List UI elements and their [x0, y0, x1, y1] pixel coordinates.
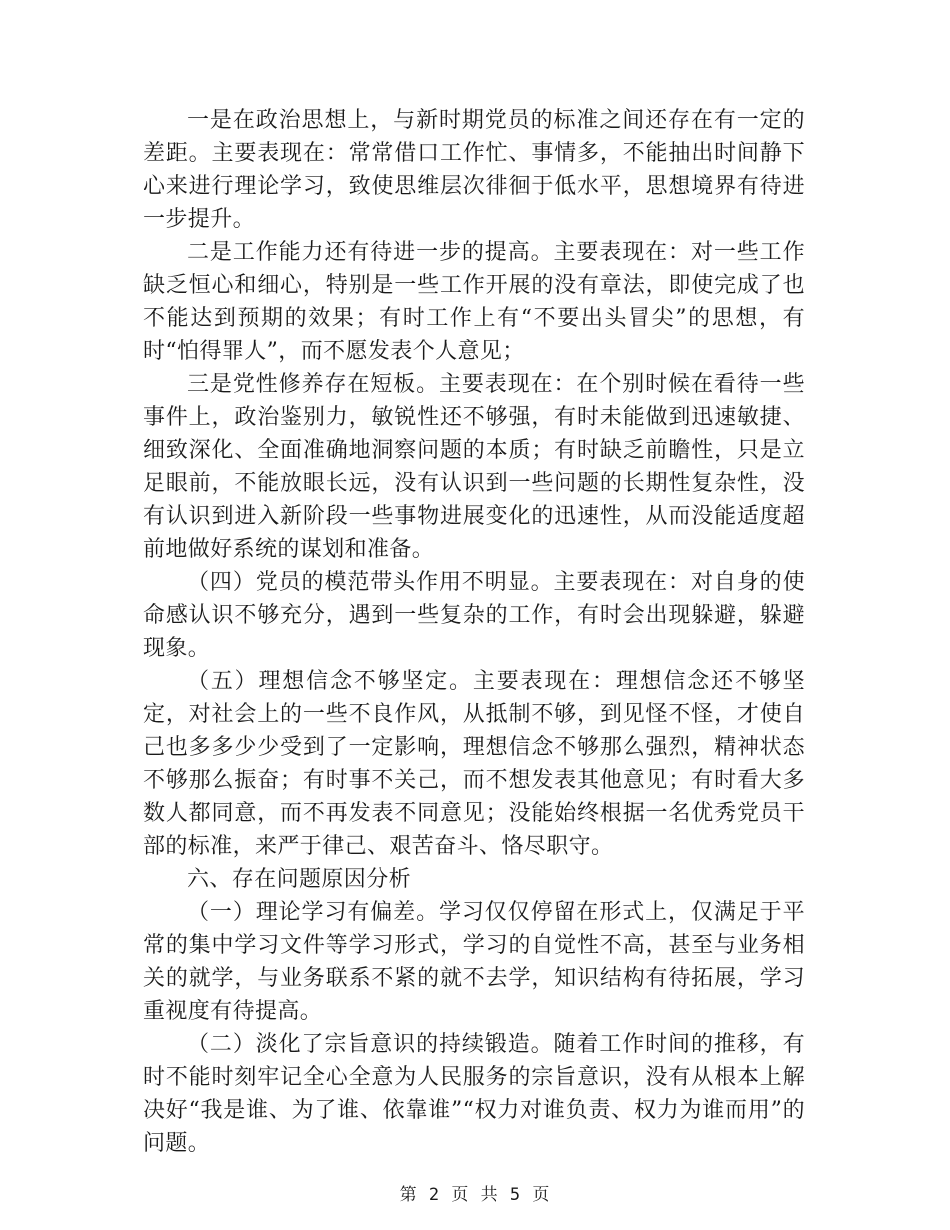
- document-body: [143, 104, 805, 1160]
- paragraph-political-thought: 一是在政治思想上，与新时期党员的标准之间还存在有一定的差距。主要表现在：常常借口工作忙、事情多，不能抽出时间静下心来进行理论学习，致使思维层次徘徊于低水平，思想境界有待进一步提升。: [143, 108, 805, 232]
- paragraph-purpose-awareness: （二）淡化了宗旨意识的持续锻造。随着工作时间的推移，有时不能时刻牢记全心全意为人民服务的宗旨意识，没有从根本上解决好“我是谁、为了谁、依靠谁”“权力对谁负责、权力为谁而用”的问题。: [143, 1032, 805, 1156]
- page-number-footer: 第 2 页 共 5 页: [399, 1185, 551, 1205]
- paragraph-ideals-beliefs: （五）理想信念不够坚定。主要表现在：理想信念还不够坚定，对社会上的一些不良作风，从抵制不够，到见怪不怪，才使自己也多多少少受到了一定影响，理想信念不够那么强烈，精神状态不够那么振奋；有时事不关己，而不想发表其他意见；有时看大多数人都同意，而不再发表不同意见；没能始终根据一名优秀党员干部的标准，来严于律己、艰苦奋斗、恪尽职守。: [143, 669, 805, 859]
- section-heading-cause-analysis: 六、存在问题原因分析: [187, 867, 412, 892]
- paragraph-work-ability: 二是工作能力还有待进一步的提高。主要表现在：对一些工作缺乏恒心和细心，特别是一些工作开展的没有章法，即使完成了也不能达到预期的效果；有时工作上有“不要出头冒尖”的思想，有时“怕得罪人”，而不愿发表个人意见；: [143, 240, 805, 364]
- paragraph-theory-study: （一）理论学习有偏差。学习仅仅停留在形式上，仅满足于平常的集中学习文件等学习形式，学习的自觉性不高，甚至与业务相关的就学，与业务联系不紧的就不去学，知识结构有待拓展，学习重视度有待提高。: [143, 900, 805, 1024]
- paragraph-exemplary-role: （四）党员的模范带头作用不明显。主要表现在：对自身的使命感认识不够充分，遇到一些复杂的工作，有时会出现躲避，躲避现象。: [143, 570, 805, 661]
- paragraph-party-spirit: 三是党性修养存在短板。主要表现在：在个别时候在看待一些事件上，政治鉴别力，敏锐性还不够强，有时未能做到迅速敏捷、细致深化、全面准确地洞察问题的本质；有时缺乏前瞻性，只是立足眼前，不能放眼长远，没有认识到一些问题的长期性复杂性，没有认识到进入新阶段一些事物进展变化的迅速性，从而没能适度超前地做好系统的谋划和准备。: [143, 372, 805, 562]
